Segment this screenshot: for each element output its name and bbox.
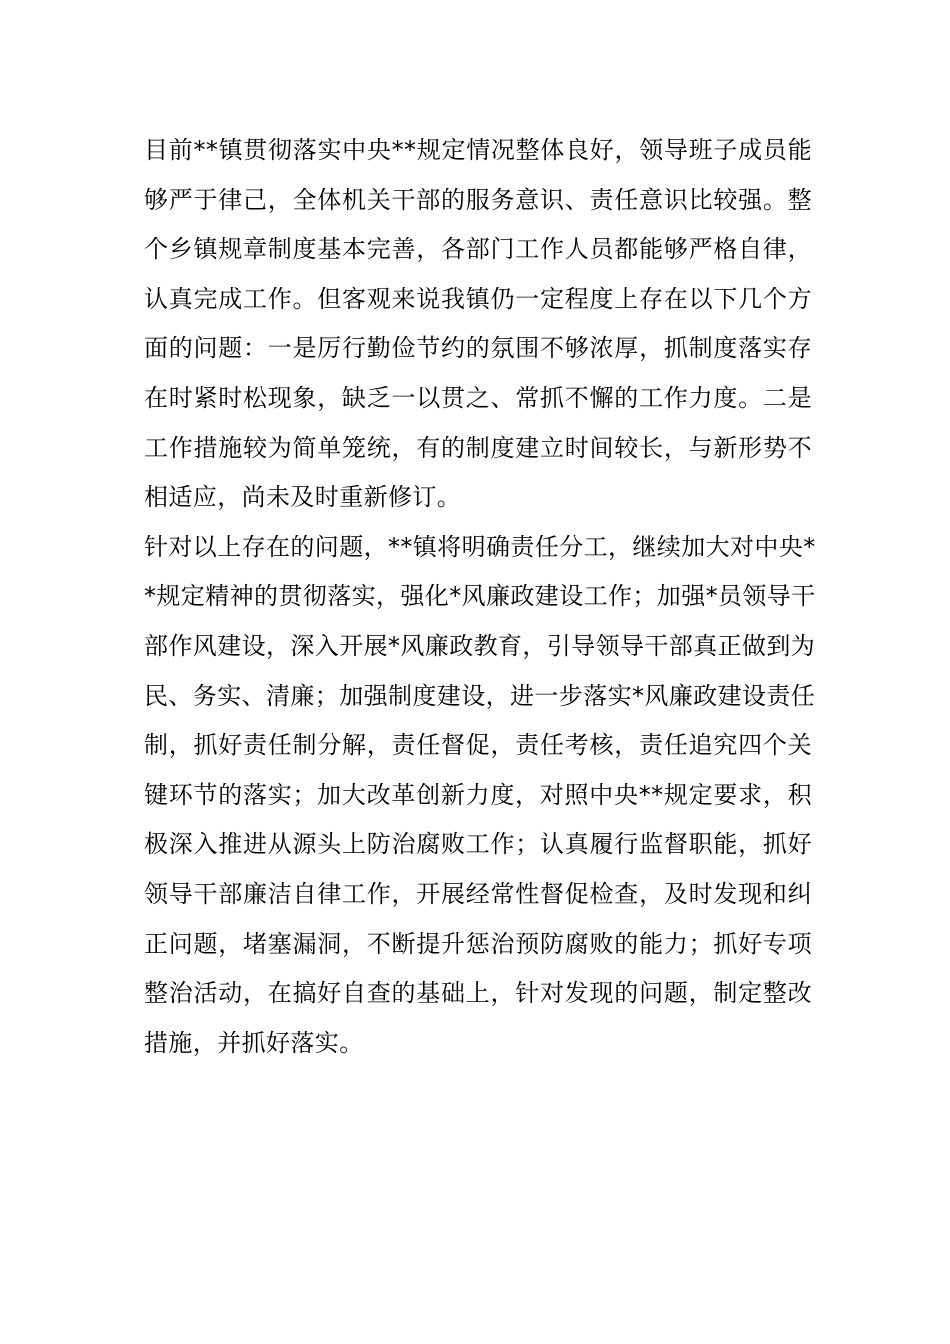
text-line: 极深入推进从源头上防治腐败工作；认真履行监督职能，抓好 xyxy=(144,830,812,859)
text-line: 面的问题：一是厉行勤俭节约的氛围不够浓厚，抓制度落实存 xyxy=(144,334,812,363)
text-line: 领导干部廉洁自律工作，开展经常性督促检查，及时发现和纠 xyxy=(144,879,812,908)
paragraph-2 xyxy=(144,523,816,1069)
text-line: 针对以上存在的问题，**镇将明确责任分工，继续加大对中央* xyxy=(144,532,816,561)
text-line: *规定精神的贯彻落实，强化*风廉政建设工作；加强*员领导干 xyxy=(144,582,816,611)
document-body xyxy=(144,126,816,1068)
text-line: 够严于律己，全体机关干部的服务意识、责任意识比较强。整 xyxy=(144,185,812,214)
text-line: 工作措施较为简单笼统，有的制度建立时间较长，与新形势不 xyxy=(144,433,812,462)
text-line: 个乡镇规章制度基本完善，各部门工作人员都能够严格自律， xyxy=(144,235,812,264)
text-line: 制，抓好责任制分解，责任督促，责任考核，责任追究四个关 xyxy=(144,731,812,760)
text-line: 在时紧时松现象，缺乏一以贯之、常抓不懈的工作力度。二是 xyxy=(144,383,812,412)
text-line: 措施，并抓好落实。 xyxy=(144,1028,364,1057)
text-line: 键环节的落实；加大改革创新力度，对照中央**规定要求，积 xyxy=(144,780,812,809)
paragraph-1 xyxy=(144,126,812,523)
text-line: 目前**镇贯彻落实中央**规定情况整体良好，领导班子成员能 xyxy=(144,136,812,164)
text-line: 整治活动，在搞好自查的基础上，针对发现的问题，制定整改 xyxy=(144,979,812,1008)
text-line: 认真完成工作。但客观来说我镇仍一定程度上存在以下几个方 xyxy=(144,284,812,313)
text-line: 部作风建设，深入开展*风廉政教育，引导领导干部真正做到为 xyxy=(144,631,816,660)
text-line: 正问题，堵塞漏洞，不断提升惩治预防腐败的能力；抓好专项 xyxy=(144,929,812,958)
text-line: 相适应，尚未及时重新修订。 xyxy=(144,483,462,512)
text-line: 民、务实、清廉；加强制度建设，进一步落实*风廉政建设责任 xyxy=(144,681,816,710)
